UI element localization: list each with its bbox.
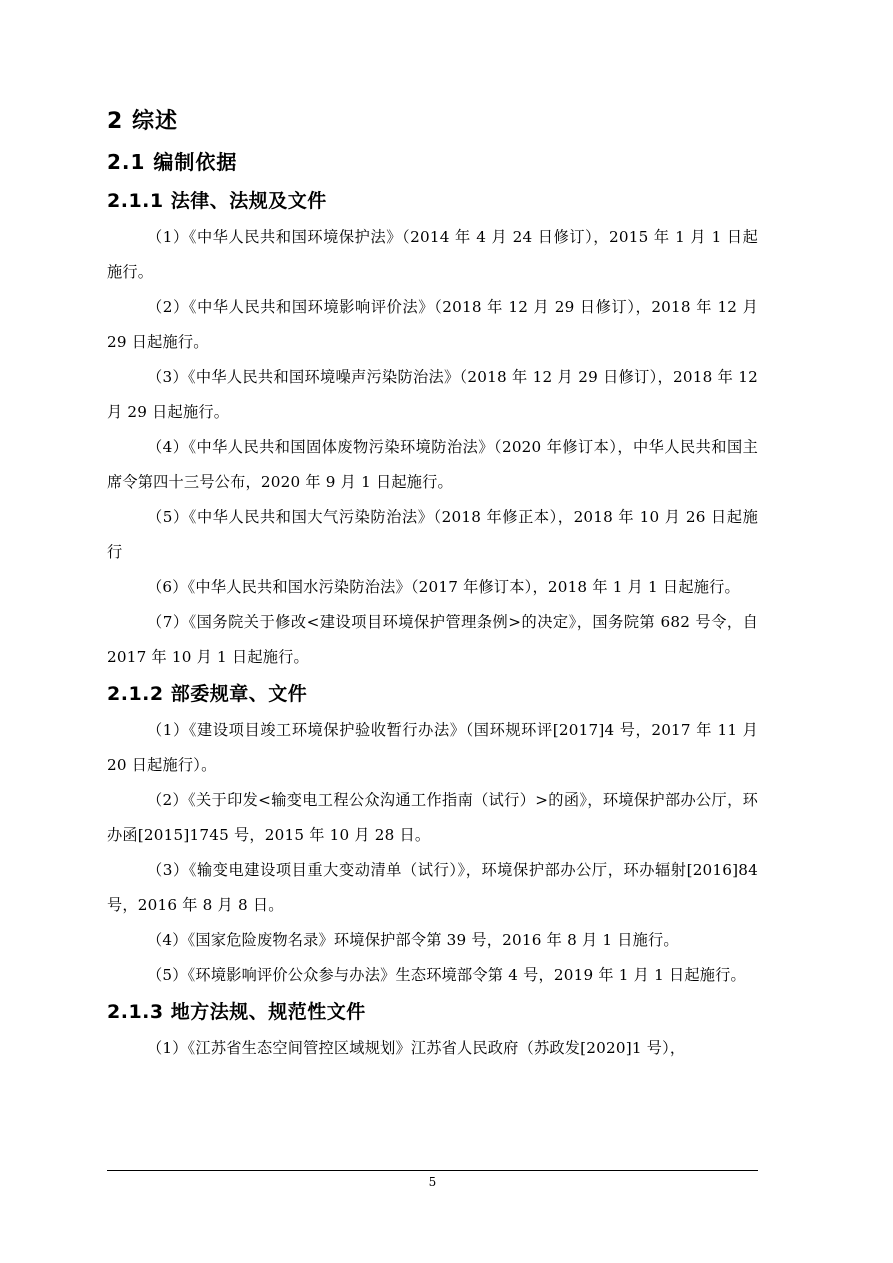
- paragraph: （4）《中华人民共和国固体废物污染环境防治法》（2020 年修订本），中华人民共和国主席令第四十三号公布，2020 年 9 月 1 日起施行。: [107, 438, 758, 491]
- paragraph: （1）《中华人民共和国环境保护法》（2014 年 4 月 24 日修订），2015 年 1 月 1 日起施行。: [107, 228, 758, 281]
- subsection-heading: 2.1.1 法律、法规及文件: [107, 190, 327, 212]
- paragraph: （1）《建设项目竣工环境保护验收暂行办法》（国环规环评[2017]4 号，2017 年 11 月 20 日起施行）。: [107, 721, 758, 774]
- paragraph: （3）《中华人民共和国环境噪声污染防治法》（2018 年 12 月 29 日修订），2018 年 12 月 29 日起施行。: [107, 368, 758, 421]
- subsection-local-regulations: [107, 995, 758, 1066]
- chapter-heading: 2 综述: [107, 109, 178, 134]
- paragraph: （5）《中华人民共和国大气污染防治法》（2018 年修正本），2018 年 10 月 26 日起施行: [107, 508, 758, 561]
- paragraph: （2）《关于印发<输变电工程公众沟通工作指南（试行）>的函》，环境保护部办公厅，环办函[2015]1745 号，2015 年 10 月 28 日。: [107, 791, 758, 844]
- paragraph: （7）《国务院关于修改<建设项目环境保护管理条例>的决定》，国务院第 682 号令，自 2017 年 10 月 1 日起施行。: [107, 613, 758, 666]
- footer-divider: [107, 1170, 758, 1171]
- section-heading: 2.1 编制依据: [107, 150, 238, 174]
- paragraph: （2）《中华人民共和国环境影响评价法》（2018 年 12 月 29 日修订），2018 年 12 月 29 日起施行。: [107, 298, 758, 351]
- paragraph: （5）《环境影响评价公众参与办法》生态环境部令第 4 号，2019 年 1 月 1 日起施行。: [147, 966, 746, 984]
- subsection-heading: 2.1.2 部委规章、文件: [107, 683, 308, 705]
- subsection-laws: [107, 184, 758, 675]
- document-page: [107, 104, 758, 1066]
- paragraph: （1）《江苏省生态空间管控区域规划》江苏省人民政府（苏政发[2020]1 号），: [147, 1039, 686, 1057]
- subsection-ministry-rules: [107, 677, 758, 993]
- page-number: 5: [428, 1175, 437, 1189]
- paragraph: （4）《国家危险废物名录》环境保护部令第 39 号，2016 年 8 月 1 日施行。: [147, 931, 679, 949]
- subsection-heading: 2.1.3 地方法规、规范性文件: [107, 1001, 366, 1023]
- paragraph: （3）《输变电建设项目重大变动清单（试行）》，环境保护部办公厅，环办辐射[2016]84 号，2016 年 8 月 8 日。: [107, 861, 758, 914]
- paragraph: （6）《中华人民共和国水污染防治法》（2017 年修订本），2018 年 1 月 1 日起施行。: [147, 578, 740, 596]
